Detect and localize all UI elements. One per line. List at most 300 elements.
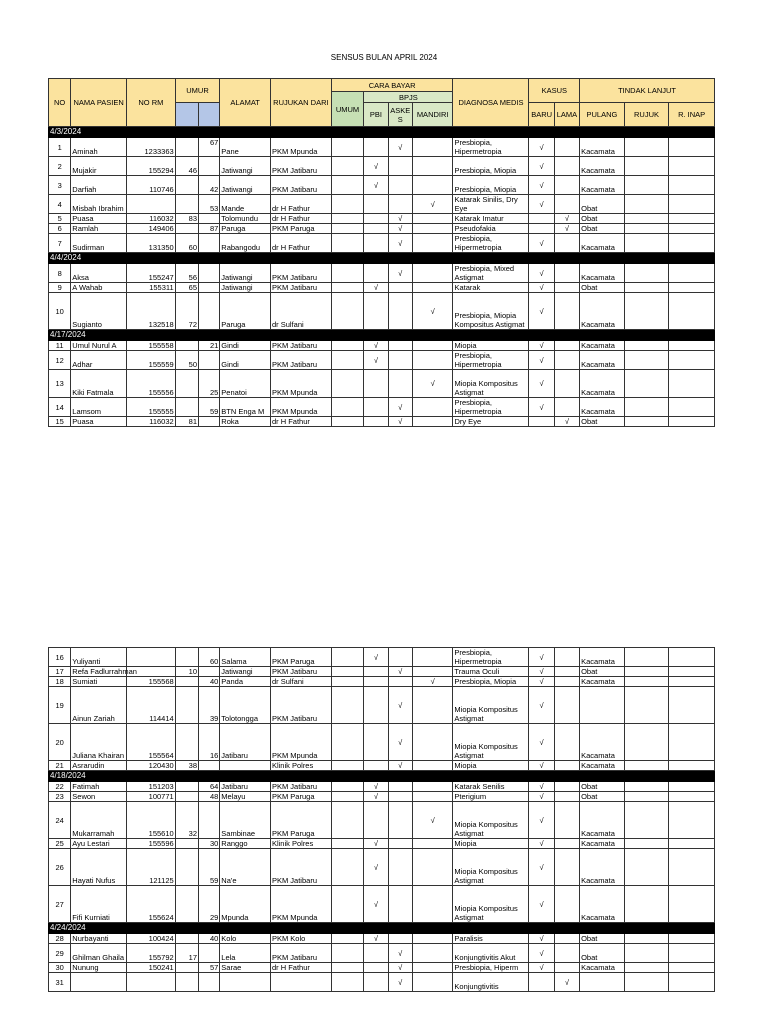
cell-umum — [331, 944, 363, 963]
check-mark: √ — [373, 341, 378, 350]
cell-rujuk — [624, 195, 669, 214]
cell-umur-p: 64 — [199, 782, 220, 792]
cell-pbi — [364, 648, 388, 667]
cell-umur-l — [175, 176, 198, 195]
check-mark: √ — [398, 667, 403, 676]
cell-no: 30 — [49, 963, 71, 973]
cell-rujukan: PKM Paruga — [270, 802, 331, 839]
cell-alamat: Sarae — [220, 963, 271, 973]
cell-rinap — [669, 687, 715, 724]
cell-askes — [388, 417, 412, 427]
cell-rinap — [669, 963, 715, 973]
cell-nama: Nurbayanti — [71, 934, 127, 944]
cell-rujukan: PKM Jatibaru — [270, 687, 331, 724]
cell-rujukan: Klinik Polres — [270, 761, 331, 771]
cell-diagnosa: Presbiopia, Miopia Kompositus Astigmat — [453, 293, 529, 330]
cell-alamat — [220, 761, 271, 771]
cell-umum — [331, 687, 363, 724]
cell-no-rm: 155558 — [127, 341, 176, 351]
cell-rujukan: dr H Fathur — [270, 214, 331, 224]
cell-umur-p: 29 — [199, 886, 220, 923]
cell-pulang: Kacamata — [580, 963, 625, 973]
check-mark: √ — [539, 667, 544, 676]
check-mark: √ — [564, 214, 569, 223]
cell-baru — [529, 648, 554, 667]
check-mark: √ — [539, 161, 544, 171]
cell-lama — [554, 667, 579, 677]
cell-lama — [554, 677, 579, 687]
cell-diagnosa: Miopia Kompositus Astigmat — [453, 687, 529, 724]
cell-no-rm: 155610 — [127, 802, 176, 839]
cell-rinap — [669, 934, 715, 944]
cell-umur-l: 32 — [175, 802, 198, 839]
cell-no: 11 — [49, 341, 71, 351]
check-mark: √ — [539, 341, 544, 350]
check-mark: √ — [398, 737, 403, 747]
cell-rujukan: dr H Fathur — [270, 963, 331, 973]
cell-alamat: Tolomundu — [220, 214, 271, 224]
cell-rujukan: dr H Fathur — [270, 195, 331, 214]
cell-no: 31 — [49, 973, 71, 992]
cell-lama — [554, 761, 579, 771]
cell-rujukan: PKM Mpunda — [270, 724, 331, 761]
cell-diagnosa: Presbiopia, Miopia — [453, 157, 529, 176]
check-mark: √ — [373, 180, 378, 190]
cell-diagnosa: Miopia Kompositus Astigmat — [453, 886, 529, 923]
cell-nama: Nunung — [71, 963, 127, 973]
table-row — [49, 264, 715, 283]
cell-pulang: Kacamata — [580, 398, 625, 417]
cell-baru — [529, 176, 554, 195]
cell-lama — [554, 293, 579, 330]
cell-umur-l — [175, 934, 198, 944]
cell-umum — [331, 293, 363, 330]
check-mark: √ — [539, 402, 544, 412]
cell-no: 9 — [49, 283, 71, 293]
cell-baru — [529, 234, 554, 253]
cell-mandiri — [412, 761, 453, 771]
cell-diagnosa: Trauma Oculi — [453, 667, 529, 677]
cell-baru — [529, 934, 554, 944]
cell-no-rm: 155792 — [127, 944, 176, 963]
check-mark: √ — [398, 700, 403, 710]
cell-nama: Lamsom — [71, 398, 127, 417]
cell-rujukan: PKM Jatibaru — [270, 944, 331, 963]
cell-umur-p: 39 — [199, 687, 220, 724]
cell-pulang: Kacamata — [580, 176, 625, 195]
cell-umur-l: 56 — [175, 264, 198, 283]
cell-umum — [331, 398, 363, 417]
cell-pbi — [364, 234, 388, 253]
cell-alamat: Jatiwangi — [220, 283, 271, 293]
table-row — [49, 370, 715, 398]
cell-mandiri — [412, 849, 453, 886]
cell-umur-l: 10 — [175, 667, 198, 677]
cell-rujuk — [624, 886, 669, 923]
cell-mandiri — [412, 839, 453, 849]
cell-alamat: Paruga — [220, 293, 271, 330]
header-umur-l — [175, 103, 198, 127]
cell-rujuk — [624, 341, 669, 351]
cell-pulang — [580, 973, 625, 992]
cell-rujuk — [624, 963, 669, 973]
check-mark: √ — [430, 677, 435, 686]
cell-umum — [331, 934, 363, 944]
cell-rujuk — [624, 157, 669, 176]
cell-no: 26 — [49, 849, 71, 886]
check-mark: √ — [373, 792, 378, 801]
cell-umur-p — [199, 802, 220, 839]
cell-mandiri — [412, 677, 453, 687]
cell-no: 13 — [49, 370, 71, 398]
cell-baru — [529, 677, 554, 687]
cell-no-rm: 121125 — [127, 849, 176, 886]
cell-rinap — [669, 293, 715, 330]
cell-no: 6 — [49, 224, 71, 234]
cell-mandiri — [412, 648, 453, 667]
table-row — [49, 351, 715, 370]
check-mark: √ — [539, 862, 544, 872]
cell-askes — [388, 234, 412, 253]
cell-umur-l — [175, 341, 198, 351]
cell-askes — [388, 648, 412, 667]
table-row — [49, 802, 715, 839]
cell-askes — [388, 351, 412, 370]
cell-umur-l: 83 — [175, 214, 198, 224]
cell-diagnosa: Miopia — [453, 839, 529, 849]
header-tindak-lanjut: TINDAK LANJUT — [580, 79, 715, 103]
cell-rujukan: PKM Jatibaru — [270, 667, 331, 677]
cell-no: 23 — [49, 792, 71, 802]
cell-no-rm: 155294 — [127, 157, 176, 176]
cell-pbi — [364, 677, 388, 687]
cell-baru — [529, 761, 554, 771]
cell-no-rm: 155559 — [127, 351, 176, 370]
cell-umum — [331, 138, 363, 157]
cell-rujuk — [624, 934, 669, 944]
cell-nama — [71, 973, 127, 992]
cell-askes — [388, 802, 412, 839]
cell-lama — [554, 214, 579, 224]
cell-rujuk — [624, 687, 669, 724]
cell-umur-l: 17 — [175, 944, 198, 963]
cell-umur-l — [175, 886, 198, 923]
cell-rujuk — [624, 351, 669, 370]
cell-umur-p: 59 — [199, 849, 220, 886]
cell-rujuk — [624, 782, 669, 792]
cell-rinap — [669, 264, 715, 283]
date-label: 4/24/2024 — [49, 923, 715, 934]
cell-lama — [554, 886, 579, 923]
cell-umum — [331, 802, 363, 839]
cell-diagnosa: Presbiopia, Mixed Astigmat — [453, 264, 529, 283]
cell-umur-l — [175, 839, 198, 849]
check-mark: √ — [398, 417, 403, 426]
cell-no-rm: 100424 — [127, 934, 176, 944]
cell-pulang: Kacamata — [580, 293, 625, 330]
cell-diagnosa: Miopia Kompositus Astigmat — [453, 849, 529, 886]
cell-rujukan: PKM Paruga — [270, 224, 331, 234]
check-mark: √ — [564, 417, 569, 426]
check-mark: √ — [539, 934, 544, 943]
cell-umur-p: 59 — [199, 398, 220, 417]
cell-lama — [554, 351, 579, 370]
header-askes: ASKE S — [388, 103, 412, 127]
cell-lama — [554, 849, 579, 886]
cell-pbi — [364, 963, 388, 973]
cell-no-rm: 155568 — [127, 677, 176, 687]
date-group-row — [49, 330, 715, 341]
cell-askes — [388, 398, 412, 417]
cell-alamat: Roka — [220, 417, 271, 427]
cell-no-rm: 116032 — [127, 417, 176, 427]
cell-diagnosa: Katarak Imatur — [453, 214, 529, 224]
cell-no: 7 — [49, 234, 71, 253]
check-mark: √ — [539, 899, 544, 909]
cell-askes — [388, 214, 412, 224]
cell-umur-l — [175, 973, 198, 992]
table-row — [49, 724, 715, 761]
cell-no: 15 — [49, 417, 71, 427]
cell-no-rm: 155556 — [127, 370, 176, 398]
cell-alamat: Gindi — [220, 351, 271, 370]
cell-no-rm: 100771 — [127, 792, 176, 802]
cell-rinap — [669, 234, 715, 253]
cell-mandiri — [412, 667, 453, 677]
date-group-row — [49, 771, 715, 782]
cell-no: 1 — [49, 138, 71, 157]
cell-pbi — [364, 973, 388, 992]
header-no-rm: NO RM — [127, 79, 176, 127]
date-label: 4/3/2024 — [49, 127, 715, 138]
cell-pbi — [364, 687, 388, 724]
cell-no-rm: 149406 — [127, 224, 176, 234]
cell-no: 10 — [49, 293, 71, 330]
header-pbi: PBI — [364, 103, 388, 127]
cell-no: 16 — [49, 648, 71, 667]
cell-alamat: Jatiwangi — [220, 667, 271, 677]
cell-umur-p: 30 — [199, 839, 220, 849]
cell-diagnosa: Miopia Kompositus Astigmat — [453, 370, 529, 398]
cell-umur-l — [175, 792, 198, 802]
cell-rujuk — [624, 283, 669, 293]
cell-lama — [554, 648, 579, 667]
cell-askes — [388, 264, 412, 283]
cell-no-rm: 155311 — [127, 283, 176, 293]
cell-no-rm: 116032 — [127, 214, 176, 224]
cell-askes — [388, 934, 412, 944]
cell-no-rm: 114414 — [127, 687, 176, 724]
check-mark: √ — [373, 839, 378, 848]
table-row — [49, 214, 715, 224]
cell-rujuk — [624, 648, 669, 667]
cell-rujuk — [624, 176, 669, 195]
cell-umum — [331, 370, 363, 398]
check-mark: √ — [430, 199, 435, 209]
cell-nama: Hayati Nufus — [71, 849, 127, 886]
cell-alamat: Sambinae — [220, 802, 271, 839]
table-row — [49, 667, 715, 677]
table-row — [49, 792, 715, 802]
cell-lama — [554, 782, 579, 792]
cell-alamat: Ranggo — [220, 839, 271, 849]
cell-mandiri — [412, 234, 453, 253]
cell-rinap — [669, 677, 715, 687]
check-mark: √ — [539, 199, 544, 209]
cell-pbi — [364, 667, 388, 677]
cell-umur-p — [199, 234, 220, 253]
cell-pulang: Kacamata — [580, 234, 625, 253]
cell-baru — [529, 886, 554, 923]
cell-rujuk — [624, 973, 669, 992]
cell-diagnosa: Pseudofakia — [453, 224, 529, 234]
cell-umur-l: 65 — [175, 283, 198, 293]
cell-alamat: Tolotongga — [220, 687, 271, 724]
cell-nama: Puasa — [71, 214, 127, 224]
cell-pulang: Kacamata — [580, 761, 625, 771]
cell-rujukan — [270, 973, 331, 992]
cell-mandiri — [412, 214, 453, 224]
cell-diagnosa: Presbiopia, Miopia — [453, 677, 529, 687]
cell-lama — [554, 283, 579, 293]
cell-lama — [554, 138, 579, 157]
cell-alamat: Melayu — [220, 792, 271, 802]
header-bpjs: BPJS — [364, 92, 453, 103]
check-mark: √ — [539, 180, 544, 190]
cell-pbi — [364, 802, 388, 839]
cell-rinap — [669, 351, 715, 370]
check-mark: √ — [564, 224, 569, 233]
cell-rujuk — [624, 677, 669, 687]
check-mark: √ — [539, 737, 544, 747]
cell-alamat: Pane — [220, 138, 271, 157]
header-baru: BARU — [529, 103, 554, 127]
cell-alamat: Na'e — [220, 849, 271, 886]
cell-nama: Asrarudin — [71, 761, 127, 771]
cell-mandiri — [412, 370, 453, 398]
check-mark: √ — [373, 355, 378, 365]
cell-umum — [331, 283, 363, 293]
cell-baru — [529, 839, 554, 849]
header-diagnosa: DIAGNOSA MEDIS — [453, 79, 529, 127]
table-row — [49, 886, 715, 923]
cell-baru — [529, 667, 554, 677]
cell-baru — [529, 973, 554, 992]
cell-alamat: Jatibaru — [220, 782, 271, 792]
cell-umur-p: 21 — [199, 341, 220, 351]
cell-lama — [554, 176, 579, 195]
table-row — [49, 234, 715, 253]
cell-pbi — [364, 293, 388, 330]
cell-rujuk — [624, 224, 669, 234]
header-pulang: PULANG — [580, 103, 625, 127]
cell-pulang: Kacamata — [580, 802, 625, 839]
cell-rujuk — [624, 724, 669, 761]
cell-umur-p: 60 — [199, 648, 220, 667]
check-mark: √ — [564, 977, 569, 987]
cell-lama — [554, 417, 579, 427]
cell-rujukan: PKM Jatibaru — [270, 782, 331, 792]
cell-umur-p — [199, 264, 220, 283]
cell-askes — [388, 176, 412, 195]
cell-no-rm — [127, 195, 176, 214]
cell-alamat: Jatibaru — [220, 724, 271, 761]
cell-lama — [554, 934, 579, 944]
cell-nama: Ayu Lestari — [71, 839, 127, 849]
cell-rinap — [669, 214, 715, 224]
cell-lama — [554, 839, 579, 849]
cell-alamat: Lela — [220, 944, 271, 963]
check-mark: √ — [430, 815, 435, 825]
header-mandiri: MANDIRI — [412, 103, 453, 127]
cell-no: 21 — [49, 761, 71, 771]
cell-nama: Yuliyanti — [71, 648, 127, 667]
cell-no-rm: 151203 — [127, 782, 176, 792]
cell-no-rm: 155596 — [127, 839, 176, 849]
cell-umur-p: 48 — [199, 792, 220, 802]
cell-baru — [529, 782, 554, 792]
header-umur-p — [199, 103, 220, 127]
cell-rujukan: PKM Mpunda — [270, 398, 331, 417]
cell-askes — [388, 687, 412, 724]
cell-askes — [388, 963, 412, 973]
cell-umur-p: 40 — [199, 934, 220, 944]
cell-no-rm — [127, 973, 176, 992]
cell-umur-p — [199, 944, 220, 963]
cell-askes — [388, 724, 412, 761]
check-mark: √ — [539, 379, 544, 388]
cell-umur-p — [199, 973, 220, 992]
cell-pulang: Obat — [580, 667, 625, 677]
cell-askes — [388, 849, 412, 886]
cell-lama — [554, 802, 579, 839]
cell-umum — [331, 849, 363, 886]
cell-no-rm: 131350 — [127, 234, 176, 253]
cell-askes — [388, 667, 412, 677]
cell-rinap — [669, 973, 715, 992]
table-row — [49, 224, 715, 234]
cell-lama — [554, 792, 579, 802]
cell-nama: Mujakir — [71, 157, 127, 176]
table-row — [49, 293, 715, 330]
cell-pulang: Kacamata — [580, 370, 625, 398]
cell-pulang: Kacamata — [580, 677, 625, 687]
table-row — [49, 176, 715, 195]
cell-no: 14 — [49, 398, 71, 417]
check-mark: √ — [539, 283, 544, 292]
cell-pbi — [364, 398, 388, 417]
cell-rinap — [669, 341, 715, 351]
cell-nama: Fifi Kurniati — [71, 886, 127, 923]
cell-baru — [529, 138, 554, 157]
cell-rujukan: dr H Fathur — [270, 234, 331, 253]
cell-pulang: Kacamata — [580, 264, 625, 283]
cell-pulang: Obat — [580, 782, 625, 792]
cell-umum — [331, 157, 363, 176]
cell-umum — [331, 782, 363, 792]
cell-lama — [554, 973, 579, 992]
cell-mandiri — [412, 886, 453, 923]
cell-pbi — [364, 214, 388, 224]
header-rujuk: RUJUK — [624, 103, 669, 127]
cell-pbi — [364, 283, 388, 293]
cell-umur-p: 16 — [199, 724, 220, 761]
cell-baru — [529, 351, 554, 370]
cell-rujuk — [624, 792, 669, 802]
check-mark: √ — [398, 402, 403, 412]
check-mark: √ — [373, 652, 378, 662]
check-mark: √ — [539, 268, 544, 278]
